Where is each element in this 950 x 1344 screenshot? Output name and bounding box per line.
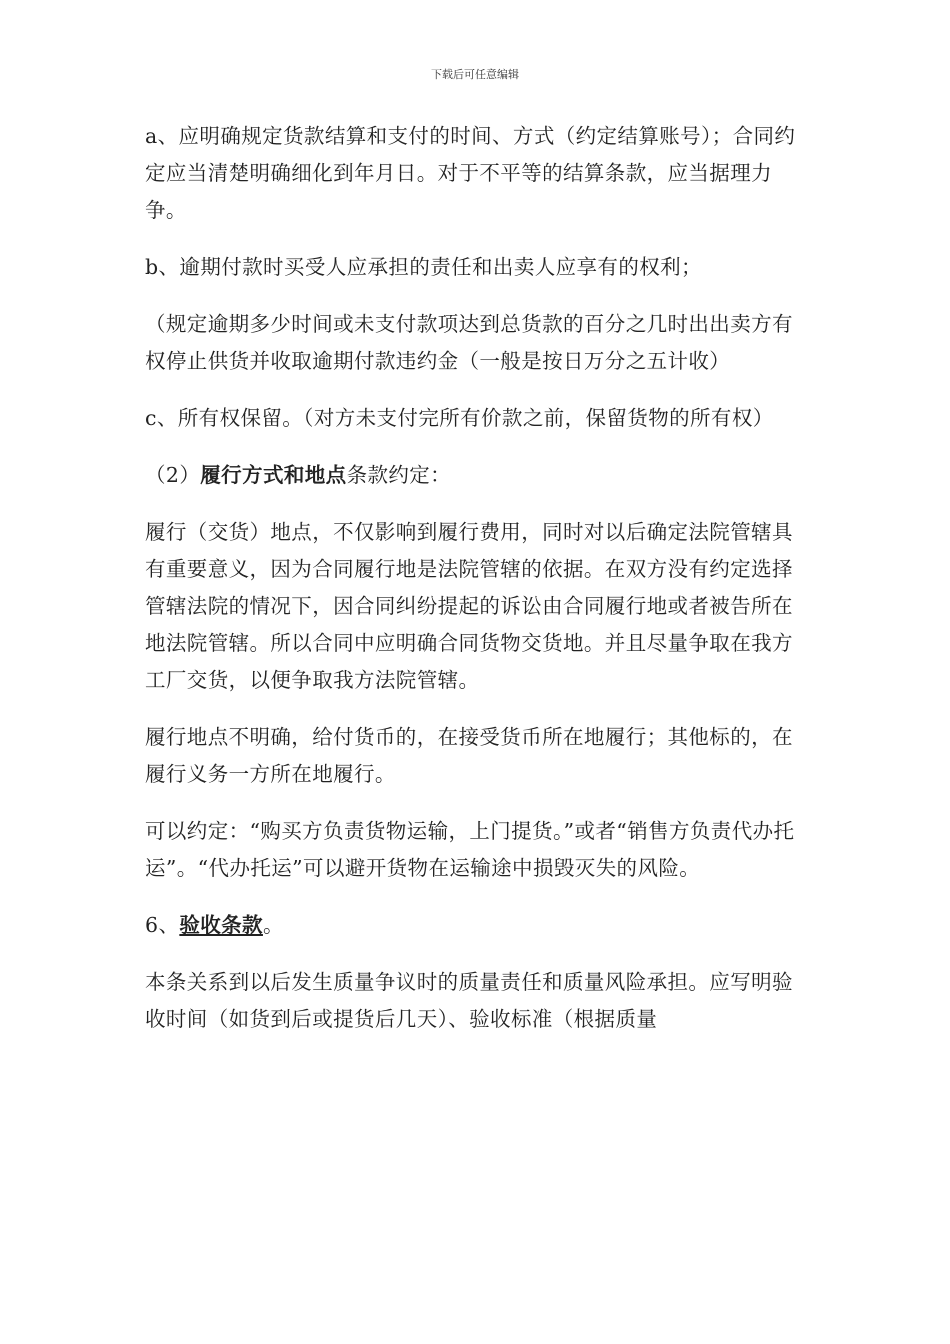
section-number: （2） [145,463,201,487]
section-heading-suffix: 条款约定： [346,463,452,487]
paragraph-delivery-place: 履行（交货）地点，不仅影响到履行费用，同时对以后确定法院管辖具有重要意义，因为合同履行地是法院管辖的依据。在双方没有约定选择管辖法院的情况下，因合同纠纷提起的诉讼由合同履行地或者被告所在地法院管辖。所以合同中应明确合同货物交货地。并且尽量争取在我方工厂交货，以便争取我方法院管辖。 [145,520,793,692]
document-body [145,118,807,1038]
section-number: 6、 [145,913,180,937]
section-heading-bold: 履行方式和地点 [200,463,347,487]
paragraph-retention-of-title: c、所有权保留。（对方未支付完所有价款之前，保留货物的所有权） [145,406,774,430]
section-heading-inspection [145,907,807,944]
paragraph-agreement-example: 可以约定：“购买方负责货物运输，上门提货。”或者“销售方负责代办托运”。“代办托运”可以避开货物在运输途中损毁灭失的风险。 [145,819,795,880]
paragraph-payment-terms: a、应明确规定货款结算和支付的时间、方式（约定结算账号）；合同约定应当清楚明确细化到年月日。对于不平等的结算条款，应当据理力争。 [145,124,796,222]
paragraph-unclear-place: 履行地点不明确，给付货币的，在接受货币所在地履行；其他标的，在履行义务一方所在地履行。 [145,725,793,786]
paragraph-late-payment: b、逾期付款时买受人应承担的责任和出卖人应享有的权利； [145,255,702,279]
section-heading-suffix: 。 [262,913,284,937]
paragraph-late-payment-note: （规定逾期多少时间或未支付款项达到总货款的百分之几时出出卖方有权停止供货并收取逾期付款违约金（一般是按日万分之五计收） [145,312,793,373]
section-heading-bold: 验收条款 [179,913,263,937]
section-heading-performance [145,457,807,494]
page-header-note: 下载后可任意编辑 [431,68,519,81]
paragraph-inspection: 本条关系到以后发生质量争议时的质量责任和质量风险承担。应写明验收时间（如货到后或提货后几天）、验收标准（根据质量 [145,970,793,1031]
